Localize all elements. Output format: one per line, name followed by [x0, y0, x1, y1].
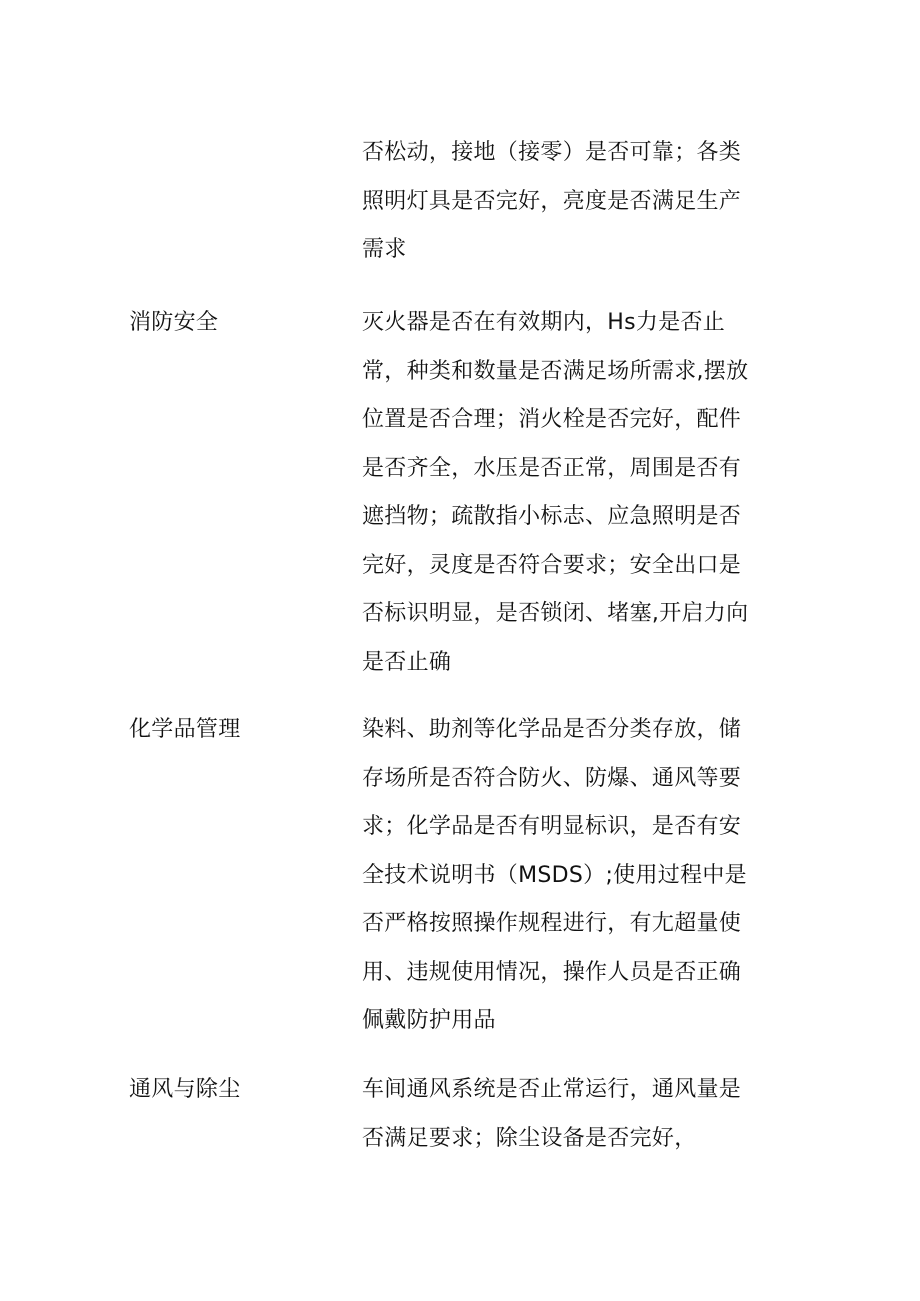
- description-line: 否满足要求；除尘设备是否完好，: [362, 1125, 697, 1151]
- description-line: 是否齐全，水压是否正常，周围是否有: [362, 455, 742, 481]
- row-description: [362, 706, 772, 1046]
- description-line: 全技术说明书（MSDS）;使用过程中是: [362, 862, 747, 888]
- row-description: [362, 1066, 772, 1163]
- description-line: 用、违规使用情况，操作人员是否正确: [362, 959, 742, 985]
- description-line: 车间通风系统是否止常运行，通风量是: [362, 1077, 742, 1102]
- description-line: 否严格按照操作规程进行，有尢超量使: [362, 911, 742, 936]
- description-line: 佩戴防护用品: [362, 1008, 496, 1033]
- description-line: 需求: [362, 237, 407, 262]
- description-line: 否标识明显，是否锁闭、堵塞,开启力向: [362, 601, 749, 626]
- row-label: 化学品管理: [129, 717, 241, 742]
- description-line: 完好，灵度是否符合要求；安全出口是: [362, 552, 742, 578]
- description-line: 照明灯具是否完好，亮度是否满足生产: [362, 188, 742, 214]
- description-line: 位置是否合理；消火栓是否完好，配件: [362, 407, 742, 432]
- description-line: 否松动，接地（接零）是否可靠；各类: [362, 140, 742, 165]
- description-line: 是否止确: [362, 649, 452, 675]
- row-description: [362, 299, 772, 687]
- description-line: 遮挡物；疏散指小标志、应急照明是否: [362, 504, 742, 529]
- row-label: 消防安全: [129, 310, 219, 335]
- description-line: 灭火器是否在有效期内，Hs力是否止: [362, 310, 726, 335]
- row-label: 通风与除尘: [129, 1077, 241, 1102]
- description-line: 染料、助剂等化学品是否分类存放，储: [362, 717, 742, 742]
- description-line: 常，种类和数量是否满足场所需求,摆放: [362, 358, 749, 384]
- description-line: 求；化学品是否有明显标识，是否有安: [362, 814, 742, 839]
- description-line: 存场所是否符合防火、防爆、通风等要: [362, 765, 742, 791]
- row-description: [362, 129, 772, 275]
